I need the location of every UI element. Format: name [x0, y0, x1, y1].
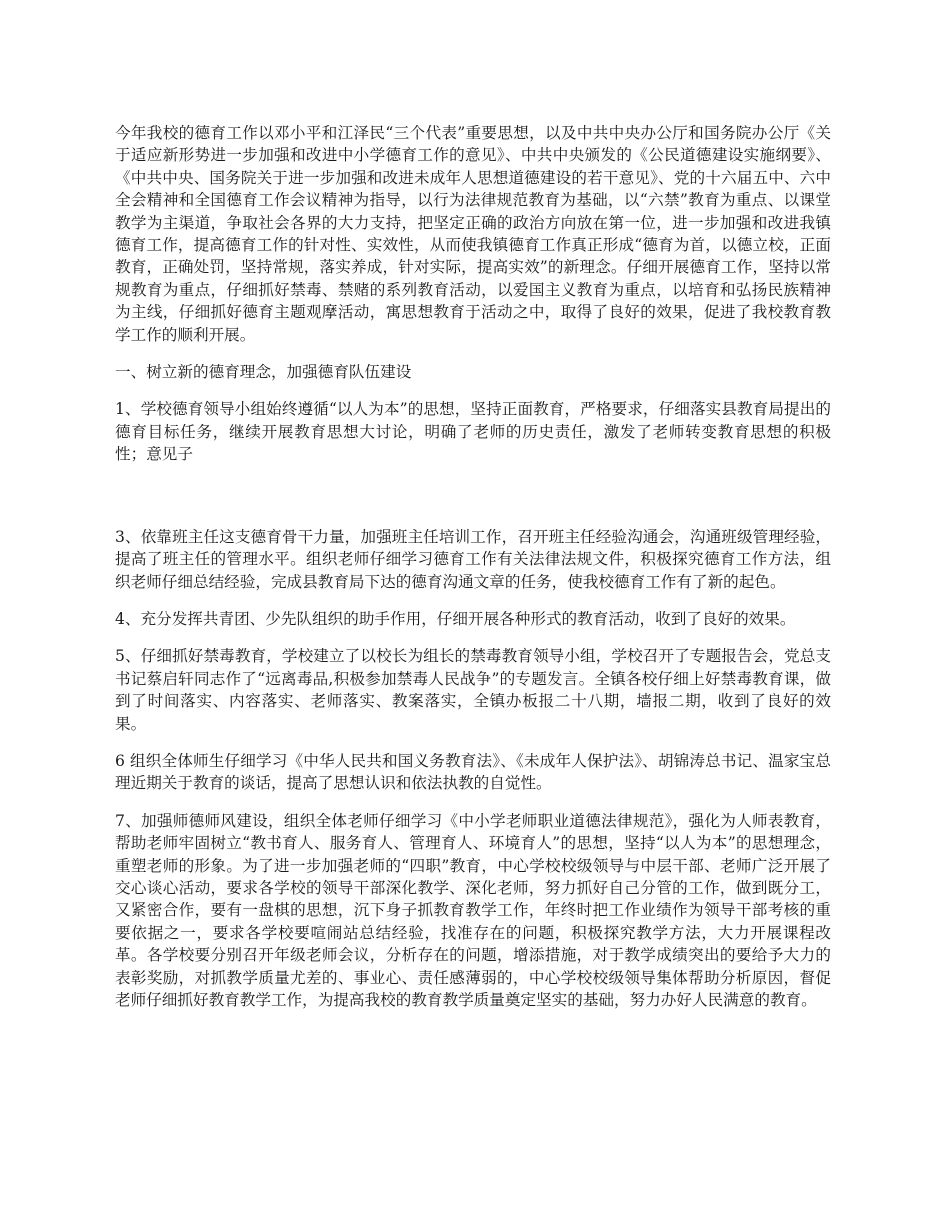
section-heading: 一、树立新的德育理念，加强德育队伍建设	[115, 363, 412, 382]
item-3-paragraph: 3、依靠班主任这支德育骨干力量，加强班主任培训工作，召开班主任经验沟通会，沟通班级管理经验，提高了班主任的管理水平。组织老师仔细学习德育工作有关法律法规文件，积极探究德育工作方法，组织老师仔细总结经验，完成县教育局下达的德育沟通文章的任务，使我校德育工作有了新的起色。	[115, 527, 831, 591]
item-4-paragraph: 4、充分发挥共青团、少先队组织的助手作用，仔细开展各种形式的教育活动，收到了良好的效果。	[115, 609, 796, 628]
intro-paragraph: 今年我校的德育工作以邓小平和江泽民“三个代表”重要思想，以及中共中央办公厅和国务院办公厅《关于适应新形势进一步加强和改进中小学德育工作的意见》、中共中央颁发的《公民道德建设实施纲要》、《中共中央、国务院关于进一步加强和改进未成年人思想道德建设的若干意见》、党的十六届五中、六中全会精神和全国德育工作会议精神为指导，以行为法律规范教育为基础，以“六禁”教育为重点、以课堂教学为主渠道，争取社会各界的大力支持，把坚定正确的政治方向放在第一位，进一步加强和改进我镇德育工作，提高德育工作的针对性、实效性，从而使我镇德育工作真正形成“德育为首，以德立校，正面教育，正确处罚，坚持常规，落实养成，针对实际，提高实效”的新理念。仔细开展德育工作，坚持以常规教育为重点，仔细抓好禁毒、禁赌的系列教育活动，以爱国主义教育为重点，以培育和弘扬民族精神为主线，仔细抓好德育主题观摩活动，寓思想教育于活动之中，取得了良好的效果，促进了我校教育教学工作的顺利开展。	[115, 124, 831, 344]
document-body	[115, 122, 831, 1026]
item-7-paragraph: 7、加强师德师风建设，组织全体老师仔细学习《中小学老师职业道德法律规范》，强化为人师表教育，帮助老师牢固树立“教书育人、服务育人、管理育人、环境育人”的思想，坚持“以人为本”的思想理念，重塑老师的形象。为了进一步加强老师的“四职”教育，中心学校校级领导与中层干部、老师广泛开展了交心谈心活动，要求各学校的领导干部深化教学、深化老师，努力抓好自己分管的工作，做到既分工，又紧密合作，要有一盘棋的思想，沉下身子抓教育教学工作，年终时把工作业绩作为领导干部考核的重要依据之一，要求各学校要喧闹站总结经验，找准存在的问题，积极探究教学方法，大力开展课程改革。各学校要分别召开年级老师会议，分析存在的问题，增添措施，对于教学成绩突出的要给予大力的表彰奖励，对抓教学质量尤差的、事业心、责任感薄弱的，中心学校校级领导集体帮助分析原因，督促老师仔细抓好教育教学工作，为提高我校的教育教学质量奠定坚实的基础，努力办好人民满意的教育。	[115, 811, 831, 1009]
item-5-paragraph: 5、仔细抓好禁毒教育，学校建立了以校长为组长的禁毒教育领导小组，学校召开了专题报告会，党总支书记蔡启轩同志作了“远离毒品,积极参加禁毒人民战争”的专题发言。全镇各校仔细上好禁毒教育课，做到了时间落实、内容落实、老师落实、教案落实，全镇办板报二十八期，墙报二期，收到了良好的效果。	[115, 647, 831, 733]
item-6-paragraph: 6 组织全体师生仔细学习《中华人民共和国义务教育法》、《未成年人保护法》、胡锦涛总书记、温家宝总理近期关于教育的谈话，提高了思想认识和依法执教的自觉性。	[115, 751, 831, 793]
item-1-paragraph: 1、学校德育领导小组始终遵循“以人为本”的思想，坚持正面教育，严格要求，仔细落实县教育局提出的德育目标任务，继续开展教育思想大讨论，明确了老师的历史责任，激发了老师转变教育思想的积极性；意见子	[115, 400, 831, 464]
